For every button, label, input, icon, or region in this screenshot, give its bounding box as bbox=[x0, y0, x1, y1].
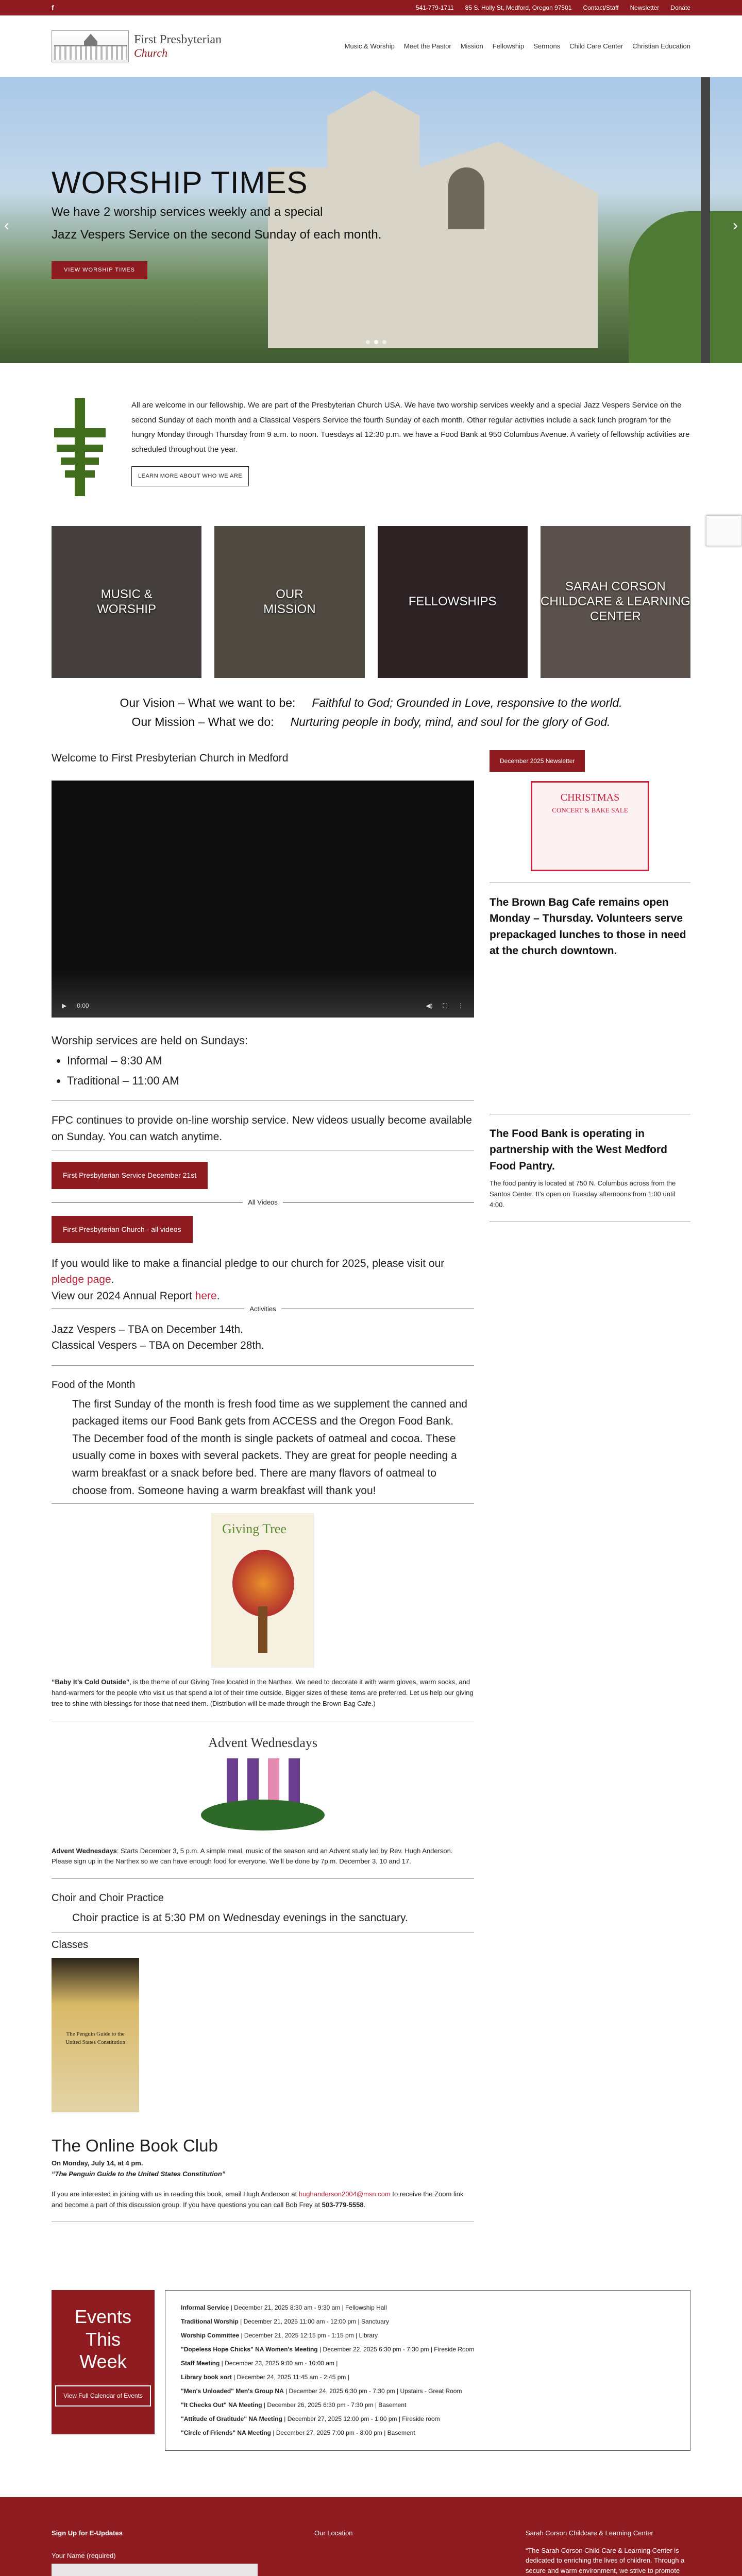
nav-mission[interactable]: Mission bbox=[460, 42, 483, 50]
address-link[interactable]: 85 S. Holly St, Medford, Oregon 97501 bbox=[465, 4, 572, 11]
main-content bbox=[0, 750, 742, 2234]
main-nav bbox=[345, 41, 690, 52]
events-list bbox=[165, 2290, 690, 2451]
hero-text bbox=[52, 167, 381, 279]
list-item: • Informal – 8:30 AM bbox=[67, 1052, 474, 1069]
email-link[interactable]: hughanderson2004@msn.com bbox=[298, 2190, 391, 2198]
book-club-text: If you are interested in joining with us in reading this book, email Hugh Anderson at hughanderson2004@msn.com to receive the Zoom link and become a part of this discussion group. If you have questions you can call Bob Frey at 503-779-5558. bbox=[52, 2190, 464, 2209]
fullscreen-icon[interactable]: ⛶ bbox=[443, 1002, 447, 1010]
list-item: • Traditional – 11:00 AM bbox=[67, 1072, 474, 1089]
childcare-column bbox=[526, 2528, 690, 2576]
list-item[interactable]: Worship Committee | December 21, 2025 12:15 pm - 1:15 pm | Library bbox=[181, 2332, 378, 2340]
divider bbox=[52, 1878, 474, 1879]
newsletter-button[interactable]: December 2025 Newsletter bbox=[490, 750, 585, 772]
name-label: Your Name (required) bbox=[52, 2551, 116, 2560]
slider-prev-icon[interactable]: ‹ bbox=[4, 217, 9, 234]
pcusa-cross-icon bbox=[52, 398, 108, 496]
left-column bbox=[52, 750, 474, 2234]
newsletter-link[interactable]: Newsletter bbox=[630, 4, 660, 11]
christmas-concert-poster[interactable] bbox=[531, 781, 649, 871]
signup-form bbox=[52, 2528, 258, 2576]
site-logo[interactable] bbox=[52, 30, 222, 62]
location-heading: Our Location bbox=[314, 2529, 353, 2537]
slider-dots bbox=[366, 340, 386, 344]
name-field[interactable] bbox=[52, 2564, 258, 2576]
all-videos-divider bbox=[52, 1197, 474, 1208]
recaptcha-badge[interactable] bbox=[706, 515, 742, 546]
pledge-link[interactable]: pledge page bbox=[52, 1274, 111, 1286]
book-club-book: “The Penguin Guide to the United States Constitution” bbox=[52, 2170, 226, 2178]
all-videos-label: All Videos bbox=[248, 1198, 278, 1207]
view-worship-times-button[interactable]: VIEW WORSHIP TIMES bbox=[52, 261, 147, 279]
donate-link[interactable]: Donate bbox=[670, 4, 690, 11]
book-club-date: On Monday, July 14, at 4 pm. bbox=[52, 2159, 143, 2167]
top-links bbox=[416, 3, 690, 12]
pledge-text: If you would like to make a financial pledge to our church for 2025, please visit our pledge page. bbox=[52, 1257, 445, 1286]
food-heading: Food of the Month bbox=[52, 1379, 136, 1391]
list-item[interactable]: "It Checks Out" NA Meeting | December 26, 2025 6:30 pm - 7:30 pm | Basement bbox=[181, 2401, 407, 2409]
annual-report-text: View our 2024 Annual Report here. bbox=[52, 1290, 220, 1302]
view-calendar-button[interactable]: View Full Calendar of Events bbox=[55, 2385, 151, 2406]
childcare-heading: Sarah Corson Childcare & Learning Center bbox=[526, 2529, 653, 2537]
learn-more-button[interactable]: LEARN MORE ABOUT WHO WE ARE bbox=[131, 466, 249, 486]
tree-image bbox=[629, 211, 742, 363]
poster-subtitle: CONCERT & BAKE SALE bbox=[552, 806, 628, 814]
food-text: The first Sunday of the month is fresh food time as we supplement the canned and packaged items our Food Bank gets from ACCESS and the Oregon Food Bank. The December food of the month is single packets of oatmeal and cocoa. These usually come in boxes with several packets. They are great for people needing a warm breakfast or a snack before bed. There are many flavors of oatmeal to choose from. Someone having a warm breakfast will thank you! bbox=[72, 1398, 467, 1497]
choir-heading: Choir and Choir Practice bbox=[52, 1892, 164, 1904]
book-club-title: The Online Book Club bbox=[52, 2136, 218, 2155]
nav-sermons[interactable]: Sermons bbox=[533, 42, 561, 50]
nav-christian-education[interactable]: Christian Education bbox=[632, 42, 690, 50]
events-section bbox=[52, 2290, 690, 2451]
slider-dot[interactable] bbox=[366, 340, 370, 344]
welcome-heading: Welcome to First Presbyterian Church in Medford bbox=[52, 752, 289, 764]
nav-music-worship[interactable]: Music & Worship bbox=[344, 42, 395, 50]
nav-meet-pastor[interactable]: Meet the Pastor bbox=[403, 42, 451, 50]
online-worship-text: FPC continues to provide on-line worship service. New videos usually become available on Sunday. You can watch anytime. bbox=[52, 1114, 472, 1143]
play-icon[interactable]: ▶ bbox=[62, 1002, 67, 1010]
hero-slider bbox=[0, 77, 742, 363]
hero-line1: We have 2 worship services weekly and a special bbox=[52, 205, 323, 219]
list-item[interactable]: Staff Meeting | December 23, 2025 9:00 am - 10:00 am | bbox=[181, 2360, 338, 2367]
book-cover-image bbox=[52, 1958, 139, 2112]
food-bank-text: The food pantry is located at 750 N. Columbus across from the Santos Center. It’s open on Tuesday afternoons from 1:00 until 4:00. bbox=[490, 1179, 676, 1209]
logo-text bbox=[134, 33, 222, 59]
choir-text: Choir practice is at 5:30 PM on Wednesday evenings in the sanctuary. bbox=[72, 1912, 408, 1924]
jazz-vespers-text: Jazz Vespers – TBA on December 14th. bbox=[52, 1323, 243, 1335]
advent-image-title: Advent Wednesdays bbox=[208, 1735, 317, 1750]
food-bank-heading: The Food Bank is operating in partnership with the West Medford Food Pantry. bbox=[490, 1127, 667, 1172]
video-controls bbox=[62, 1001, 464, 1010]
list-item[interactable]: "Circle of Friends" NA Meeting | December 27, 2025 7:00 pm - 8:00 pm | Basement bbox=[181, 2429, 415, 2437]
contact-link[interactable]: Contact/Staff bbox=[583, 4, 619, 11]
list-item[interactable]: "Attitude of Gratitude" NA Meeting | December 27, 2025 12:00 pm - 1:00 pm | Fireside room bbox=[181, 2415, 440, 2423]
site-header bbox=[0, 15, 742, 77]
traffic-pole-image bbox=[701, 77, 710, 363]
all-videos-button[interactable]: First Presbyterian Church - all videos bbox=[52, 1216, 193, 1243]
more-options-icon[interactable]: ⋮ bbox=[458, 1002, 464, 1010]
activities-label: Activities bbox=[249, 1305, 276, 1313]
signup-heading: Sign Up for E-Updates bbox=[52, 2529, 123, 2537]
advent-image bbox=[193, 1733, 332, 1836]
nav-child-care[interactable]: Child Care Center bbox=[569, 42, 623, 50]
vision-label: Our Vision – What we want to be: bbox=[120, 696, 296, 709]
list-item[interactable]: Library book sort | December 24, 2025 11:45 am - 2:45 pm | bbox=[181, 2374, 349, 2381]
divider bbox=[52, 1100, 474, 1101]
worship-services bbox=[52, 1032, 474, 1089]
mission-text: Nurturing people in body, mind, and soul for the glory of God. bbox=[290, 715, 611, 728]
intro-section bbox=[0, 363, 742, 496]
classical-vespers-text: Classical Vespers – TBA on December 28th. bbox=[52, 1340, 264, 1352]
church-window-image bbox=[448, 167, 484, 229]
slider-next-icon[interactable]: › bbox=[733, 217, 738, 234]
location-column bbox=[314, 2528, 469, 2576]
facebook-icon[interactable]: f bbox=[52, 3, 54, 12]
activities-divider bbox=[52, 1304, 474, 1314]
church-drawing-icon bbox=[52, 30, 129, 62]
site-footer bbox=[0, 2497, 742, 2576]
childcare-text: “The Sarah Corson Child Care & Learning Center is dedicated to enriching the lives of children. Through a secure and warm environment, we strive to promote bbox=[526, 2546, 685, 2574]
slider-dot[interactable] bbox=[374, 340, 378, 344]
intro-body bbox=[131, 398, 690, 496]
book-cover-title: The Penguin Guide to the United States Constitution bbox=[65, 2030, 126, 2046]
giving-tree-text: “Baby It’s Cold Outside”, is the theme of our Giving Tree located in the Narthex. We need to decorate it with warm gloves, warm socks, and hand-warmers for the people who visit us that spend a lot of their time outside. Bigger sizes of these items are preferred. Let us help our giving tree to shine with blessings for those that need them. (Distribution will be made through the Brown Bag Cafe.) bbox=[52, 1678, 474, 1707]
divider bbox=[52, 1503, 474, 1504]
vision-text: Faithful to God; Grounded in Love, responsive to the world. bbox=[312, 696, 622, 709]
hero-line2: Jazz Vespers Service on the second Sunday of each month. bbox=[52, 227, 382, 242]
classes-heading: Classes bbox=[52, 1939, 89, 1951]
worship-services-title: Worship services are held on Sundays: bbox=[52, 1034, 248, 1047]
right-column bbox=[490, 750, 690, 2234]
brown-bag-text: The Brown Bag Cafe remains open Monday – Thursday. Volunteers serve prepackaged lunches to those in need at the church downtown. bbox=[490, 896, 686, 957]
giving-tree-image bbox=[211, 1513, 314, 1668]
giving-tree-title: Giving Tree bbox=[222, 1521, 286, 1537]
top-bar bbox=[0, 0, 742, 15]
tile-our-mission[interactable]: OUR MISSION bbox=[214, 526, 364, 678]
mission-label: Our Mission – What we do: bbox=[131, 715, 274, 728]
intro-text: All are welcome in our fellowship. We are part of the Presbyterian Church USA. We have two worship services weekly and a special Jazz Vespers Service on the second Sunday of each month and a Classical Vespers Service the fourth Sunday of each month. Other regular activities include a sack lunch program for the hungry Monday through Thursday from 9 a.m. to noon. Tuesdays at 12:30 p.m. we have a Food Bank at 950 Columbus Avenue. A variety of fellowship activities are scheduled throughout the year. bbox=[131, 401, 690, 454]
book-club bbox=[52, 2133, 474, 2211]
nav-fellowship[interactable]: Fellowship bbox=[492, 42, 525, 50]
volume-icon[interactable]: ◀) bbox=[426, 1002, 433, 1010]
advent-text: Advent Wednesdays: Starts December 3, 5 p.m. A simple meal, music of the season and an Advent study led by Rev. Hugh Anderson. Please sign up in the Narthex so we can have enough food for everyone. We’ll be done by 7p.m. December 3, 10 and 17. bbox=[52, 1846, 453, 1866]
tile-music-worship[interactable]: MUSIC & WORSHIP bbox=[52, 526, 201, 678]
tile-fellowships[interactable]: FELLOWSHIPS bbox=[378, 526, 528, 678]
events-title: Events This Week bbox=[74, 2306, 132, 2372]
list-item[interactable]: "Dopeless Hope Chicks" NA Women's Meeting | December 22, 2025 6:30 pm - 7:30 pm | Fireside Room bbox=[181, 2346, 475, 2353]
list-item[interactable]: Informal Service | December 21, 2025 8:30 am - 9:30 am | Fellowship Hall bbox=[181, 2304, 387, 2312]
video-player[interactable] bbox=[52, 781, 474, 1018]
vision-mission bbox=[0, 693, 742, 732]
hero-title: WORSHIP TIMES bbox=[52, 165, 308, 200]
logo-line1: First Presbyterian bbox=[134, 33, 222, 47]
list-item[interactable]: "Men's Unloaded" Men's Group NA | December 24, 2025 6:30 pm - 7:30 pm | Upstairs - Great Room bbox=[181, 2387, 462, 2395]
logo-line2: Church bbox=[134, 46, 168, 59]
annual-report-link[interactable]: here bbox=[195, 1290, 217, 1302]
slider-dot[interactable] bbox=[382, 340, 386, 344]
poster-title: CHRISTMAS bbox=[560, 791, 620, 803]
list-item[interactable]: Traditional Worship | December 21, 2025 11:00 am - 12:00 pm | Sanctuary bbox=[181, 2318, 389, 2326]
service-video-button[interactable]: First Presbyterian Service December 21st bbox=[52, 1162, 208, 1189]
divider bbox=[52, 1365, 474, 1366]
feature-tiles bbox=[0, 526, 742, 678]
tile-sarah-corson[interactable]: SARAH CORSON CHILDCARE & LEARNING CENTER bbox=[541, 526, 690, 678]
events-box bbox=[52, 2290, 155, 2434]
phone-link[interactable]: 541-779-1711 bbox=[415, 4, 454, 11]
video-time: 0:00 bbox=[77, 1002, 89, 1010]
